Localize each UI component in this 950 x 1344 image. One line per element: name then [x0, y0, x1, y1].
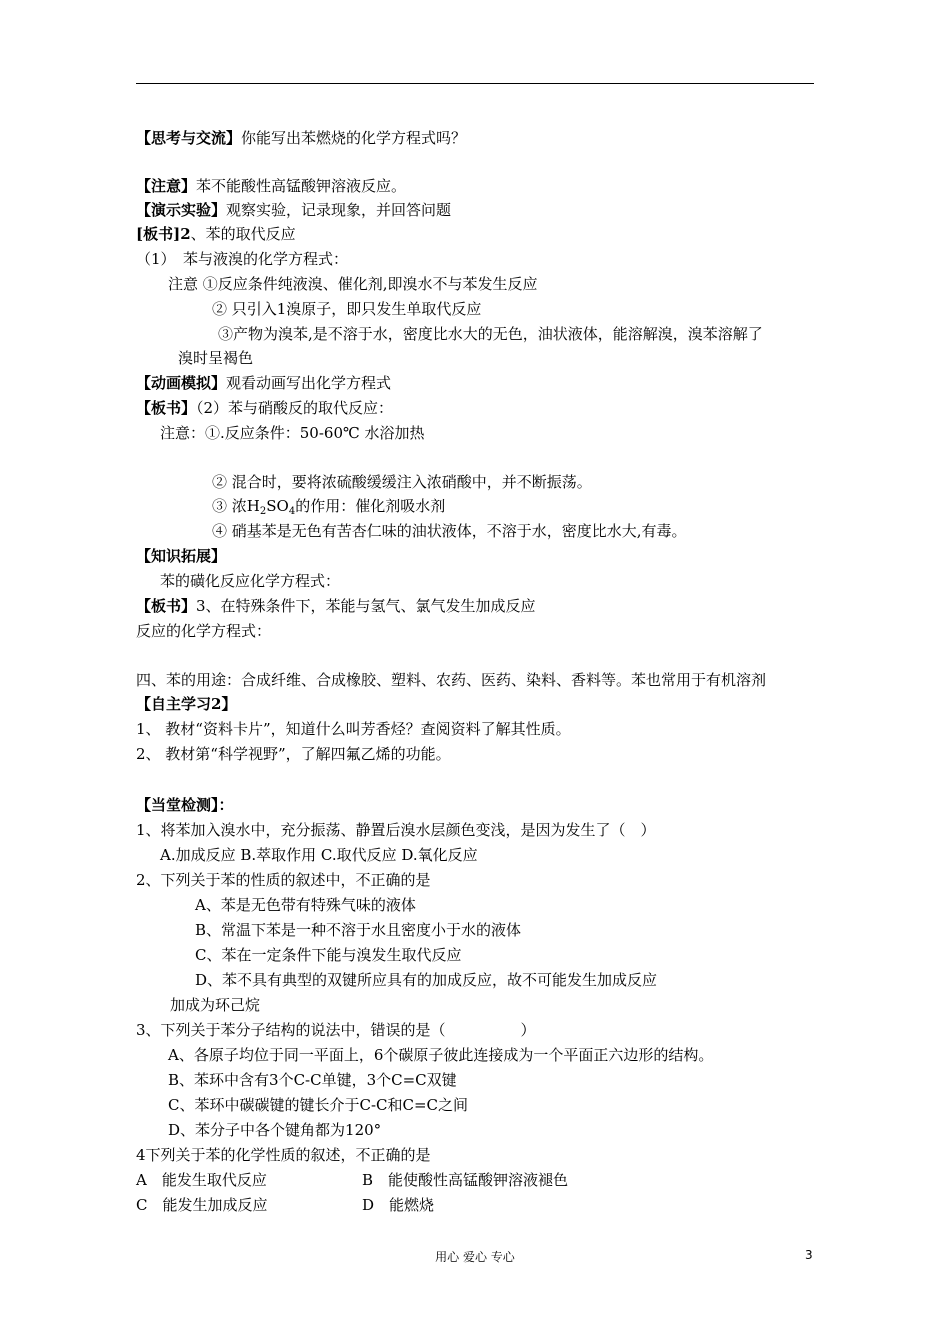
note-text: 苯不能酸性高锰酸钾溶液反应。 — [196, 177, 407, 195]
knowledge-ext-tag: 【知识拓展】 — [136, 547, 227, 565]
quiz-q3-b: B、苯环中含有3个C-C单键，3个C=C双键 — [168, 1071, 457, 1089]
note3-post: 的作用：催化剂吸水剂 — [295, 497, 446, 515]
bromine-note-2: ② 只引入1溴原子，即只发生单取代反应 — [212, 300, 482, 318]
board2-line — [136, 224, 296, 244]
quiz-q2-c: C、苯在一定条件下能与溴发生取代反应 — [195, 946, 462, 964]
think-exchange-line — [136, 128, 466, 148]
think-text: 你能写出苯燃烧的化学方程式吗？ — [241, 129, 467, 147]
self-study-2: 2、 教材第“科学视野”，了解四氟乙烯的功能。 — [136, 745, 451, 763]
reaction-eq-line: 反应的化学方程式： — [136, 622, 272, 640]
nitration-line — [136, 398, 393, 418]
quiz-tag: 【当堂检测】： — [136, 796, 234, 814]
quiz-q2: 2、下列关于苯的性质的叙述中，不正确的是 — [136, 871, 431, 889]
nitration-note-4: ④ 硝基苯是无色有苦杏仁味的油状液体，不溶于水，密度比水大,有毒。 — [212, 522, 687, 540]
sulfonation-line: 苯的磺化反应化学方程式： — [160, 572, 341, 590]
quiz-q1: 1、将苯加入溴水中，充分振荡、静置后溴水层颜色变浅，是因为发生了（ ） — [136, 821, 656, 839]
quiz-q4-b: B 能使酸性高锰酸钾溶液褪色 — [362, 1171, 569, 1189]
page-number: 3 — [805, 1248, 813, 1262]
self-study-tag: 【自主学习2】 — [136, 695, 237, 713]
think-tag: 【思考与交流】 — [136, 129, 242, 147]
note3-pre: ③ 浓H — [212, 497, 260, 515]
note3-mid: SO — [266, 497, 289, 515]
quiz-q1-options: A.加成反应 B.萃取作用 C.取代反应 D.氧化反应 — [160, 846, 478, 864]
quiz-q4-c: C 能发生加成反应 — [136, 1196, 268, 1214]
bromine-note-3b: 溴时呈褐色 — [178, 349, 254, 367]
uses-line: 四、苯的用途：合成纤维、合成橡胶、塑料、农药、医药、染料、香料等。苯也常用于有机溶剂 — [136, 671, 767, 689]
quiz-q2-d: D、苯不具有典型的双键所应具有的加成反应，故不可能发生加成反应 — [195, 971, 658, 989]
note-line — [136, 176, 406, 196]
demo-line — [136, 200, 451, 220]
demo-text: 观察实验，记录现象，并回答问题 — [226, 201, 452, 219]
footer-motto: 用心 爱心 专心 — [435, 1250, 515, 1264]
quiz-q2-b: B、常温下苯是一种不溶于水且密度小于水的液体 — [195, 921, 522, 939]
quiz-q4-a: A 能发生取代反应 — [136, 1171, 267, 1189]
nitration-note-1: 注意：①.反应条件：50-60℃ 水浴加热 — [160, 424, 425, 442]
quiz-q3: 3、下列关于苯分子结构的说法中，错误的是（ ） — [136, 1021, 536, 1039]
note3-sub-2: 4 — [288, 506, 296, 517]
quiz-q3-d: D、苯分子中各个键角都为120° — [168, 1121, 382, 1139]
animation-line — [136, 373, 391, 393]
nitration-note-3 — [212, 496, 445, 516]
quiz-q3-a: A、各原子均位于同一平面上，6个碳原子彼此连接成为一个平面正六边形的结构。 — [168, 1046, 714, 1064]
quiz-q2-tail: 加成为环己烷 — [170, 996, 261, 1014]
nitration-note-2: ② 混合时，要将浓硫酸缓缓注入浓硝酸中，并不断振荡。 — [212, 473, 592, 491]
note3-sub-1: 2 — [259, 506, 267, 517]
board2-tag: [板书]2 — [136, 225, 191, 243]
bromine-note-1: 注意 ①反应条件纯液溴、催化剂,即溴水不与苯发生反应 — [168, 275, 538, 293]
demo-tag: 【演示实验】 — [136, 201, 227, 219]
self-study-1: 1、 教材“资料卡片”，知道什么叫芳香烃？查阅资料了解其性质。 — [136, 720, 571, 738]
board3-line — [136, 596, 536, 616]
quiz-q4-d: D 能燃烧 — [362, 1196, 435, 1214]
header-rule — [136, 83, 814, 84]
quiz-q4: 4下列关于苯的化学性质的叙述，不正确的是 — [136, 1146, 431, 1164]
nitration-title: （2）苯与硝酸反的取代反应： — [196, 399, 394, 417]
bromine-note-3: ③产物为溴苯,是不溶于水，密度比水大的无色，油状液体，能溶解溴，溴苯溶解了 — [218, 325, 763, 343]
anim-tag: 【动画模拟】 — [136, 374, 227, 392]
quiz-q3-c: C、苯环中碳碳键的键长介于C-C和C=C之间 — [168, 1096, 469, 1114]
bromine-title: （1） 苯与液溴的化学方程式： — [136, 250, 349, 268]
board3-text: 3、在特殊条件下，苯能与氢气、氯气发生加成反应 — [196, 597, 536, 615]
anim-text: 观看动画写出化学方程式 — [226, 374, 392, 392]
note-tag: 【注意】 — [136, 177, 197, 195]
board-tag: 【板书】 — [136, 399, 197, 417]
board2-text: 、苯的取代反应 — [190, 225, 296, 243]
board3-tag: 【板书】 — [136, 597, 197, 615]
quiz-q2-a: A、苯是无色带有特殊气味的液体 — [195, 896, 416, 914]
